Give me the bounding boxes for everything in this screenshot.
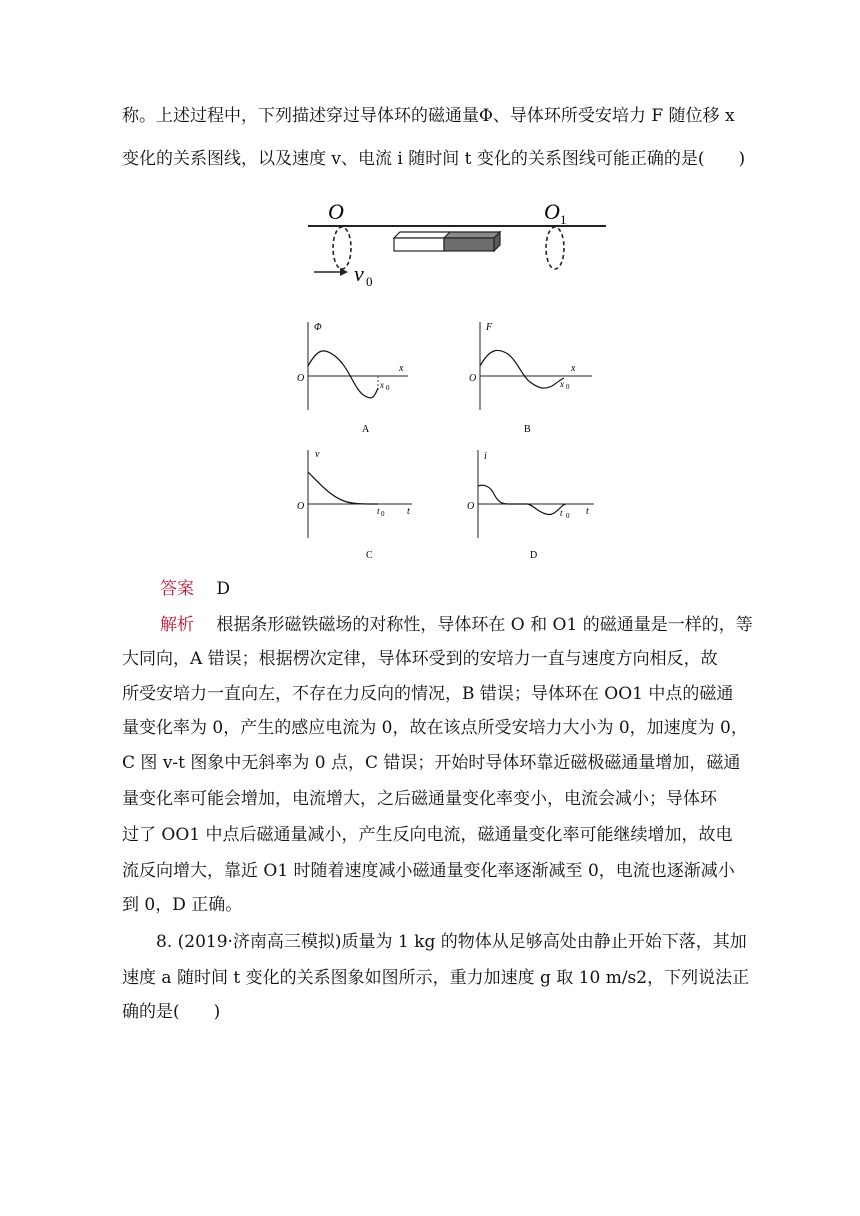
magnet-top-right (444, 232, 500, 238)
label-v0-sub: 0 (366, 274, 373, 289)
question-intro-line1: 称。上述过程中，下列描述穿过导体环的磁通量Φ、导体环所受安培力 F 随位移 x (122, 106, 735, 126)
graph-C-curve (308, 472, 378, 504)
analysis-label: 解析 (160, 615, 194, 635)
answer-value: D (216, 579, 231, 599)
graph-A-y-label: Φ (314, 322, 322, 333)
graph-A-mark-sub: 0 (386, 384, 390, 392)
graph-C-x-label: t (407, 506, 410, 517)
graph-D-label: D (530, 550, 538, 561)
graph-D-mark-sub: 0 (566, 512, 570, 520)
label-O: O (328, 199, 344, 224)
graph-D-x-label: t (586, 506, 589, 517)
magnet-top-left (394, 232, 450, 238)
graph-B-y-label: F (486, 322, 493, 333)
answer-label: 答案 (160, 579, 194, 599)
analysis-line3: 所受安培力一直向左，不存在力反向的情况，B 错误；导体环在 OO1 中点的磁通 (122, 684, 734, 704)
analysis-line4: 量变化率为 0，产生的感应电流为 0，故在该点所受安培力大小为 0，加速度为 0， (122, 718, 748, 738)
graph-D-origin: O (467, 501, 475, 512)
ring-right (546, 227, 564, 269)
graph-D (458, 446, 598, 564)
graph-B-curve (480, 350, 564, 388)
question8-line2: 速度 a 随时间 t 变化的关系图象如图所示，重力加速度 g 取 10 m/s2，下列说法正 (122, 968, 750, 988)
graph-C-mark: t (377, 506, 380, 516)
graph-D-mark: t (560, 508, 563, 518)
graph-B-origin: O (469, 373, 477, 384)
graph-A (288, 318, 414, 436)
setup-figure (300, 192, 620, 292)
graph-A-label: A (362, 424, 370, 435)
graph-A-curve (308, 351, 378, 398)
analysis-line2: 大同向，A 错误；根据楞次定律，导体环受到的安培力一直与速度方向相反，故 (122, 649, 718, 669)
graph-C-origin: O (297, 501, 305, 512)
analysis-line1 (160, 613, 753, 637)
analysis-line5: C 图 v-t 图象中无斜率为 0 点，C 错误；开始时导体环靠近磁极磁通量增加，磁通 (122, 753, 741, 773)
graph-A-origin: O (297, 373, 305, 384)
magnet-half-right (444, 238, 494, 251)
graph-D-y-label: i (484, 451, 487, 462)
graph-C-label: C (366, 550, 373, 561)
graph-B-label: B (524, 424, 531, 435)
magnet-half-left (394, 238, 444, 251)
question-intro-line2: 变化的关系图线，以及速度 v、电流 i 随时间 t 变化的关系图线可能正确的是( ) (122, 149, 746, 169)
analysis-line6: 量变化率可能会增加，电流增大，之后磁通量变化率变小，电流会减小；导体环 (122, 789, 717, 809)
answer-row (160, 577, 230, 601)
graph-C-y-label: v (315, 449, 320, 460)
graph-B-x-label: x (571, 363, 576, 374)
graph-B-mark: x (560, 379, 564, 389)
graph-C (288, 446, 418, 564)
question8-line3: 确的是( ) (122, 1002, 221, 1022)
graph-B-mark-sub: 0 (566, 383, 570, 391)
graph-A-x-label: x (399, 363, 404, 374)
graph-A-mark: x (380, 380, 384, 390)
graph-D-curve (478, 485, 566, 514)
analysis-line7: 过了 OO1 中点后磁通量减小，产生反向电流，磁通量变化率可能继续增加，故电 (122, 825, 733, 845)
label-O1-sub: 1 (560, 212, 567, 227)
graph-C-mark-sub: 0 (381, 510, 385, 518)
graph-B (460, 318, 600, 436)
label-v0: v (354, 261, 364, 286)
analysis-line9: 到 0，D 正确。 (122, 895, 243, 915)
question8-line1: 8. (2019·济南高三模拟)质量为 1 kg 的物体从足够高处由静止开始下落，其加 (156, 932, 747, 952)
analysis-line8: 流反向增大，靠近 O1 时随着速度减小磁通量变化率逐渐减至 0，电流也逐渐减小 (122, 861, 735, 881)
analysis-text-1: 根据条形磁铁磁场的对称性，导体环在 O 和 O1 的磁通量是一样的，等 (216, 615, 753, 635)
label-O1: O (544, 199, 560, 224)
ring-left (333, 227, 351, 269)
